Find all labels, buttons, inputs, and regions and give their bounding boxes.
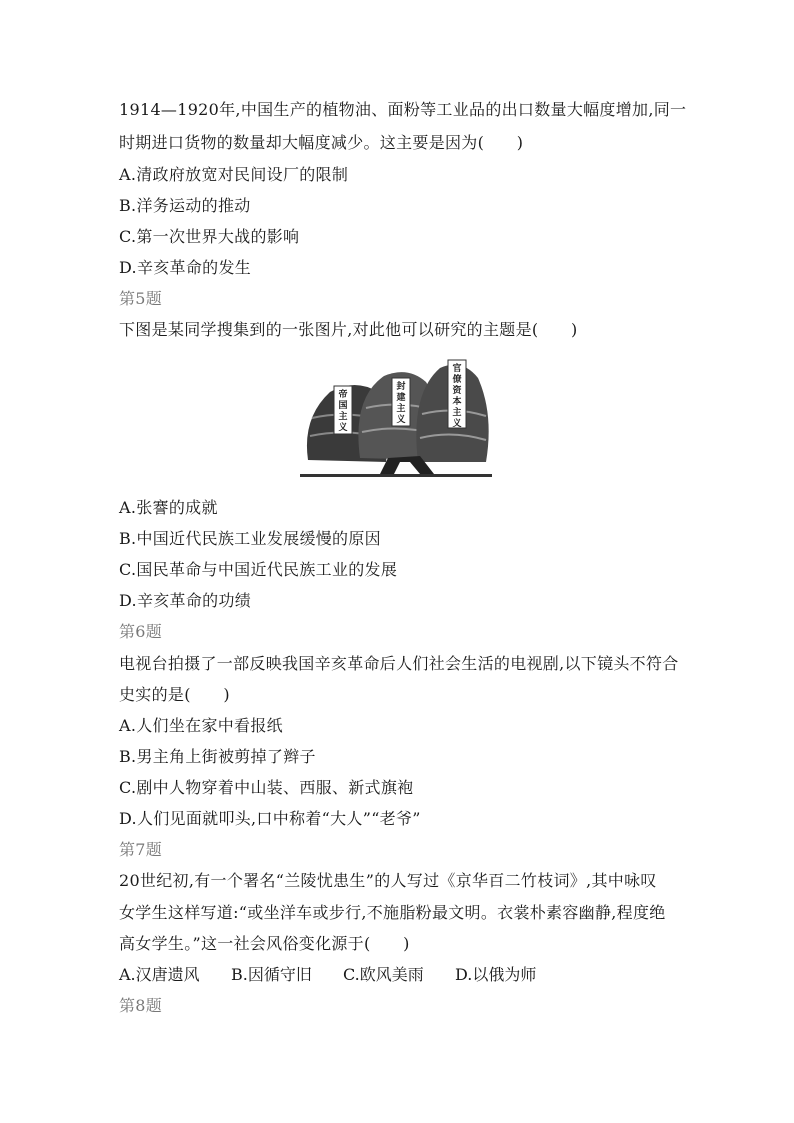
label-middle-char-3: 主 [396, 404, 406, 414]
q4-option-c: C.第一次世界大战的影响 [119, 227, 300, 246]
label-left-char-1: 帝 [338, 390, 348, 400]
label-right-char-4: 本 [452, 397, 462, 407]
q7-option-d: D.以俄为师 [455, 965, 537, 984]
label-right-char-3: 资 [452, 386, 462, 396]
q6-option-a: A.人们坐在家中看报纸 [119, 716, 283, 735]
label-middle-char-2: 建 [396, 393, 406, 403]
label-left-char-3: 主 [338, 412, 348, 422]
q7-stem-line3: 高女学生。”这一社会风俗变化源于( ) [119, 934, 410, 953]
q6-heading: 第6题 [119, 622, 163, 641]
q5-cartoon-figure [300, 358, 492, 484]
q4-stem-line2: 时期进口货物的数量却大幅度减少。这主要是因为( ) [119, 133, 524, 152]
q4-option-b: B.洋务运动的推动 [119, 196, 251, 215]
q5-stem: 下图是某同学搜集到的一张图片,对此他可以研究的主题是( ) [119, 320, 578, 339]
q7-option-c: C.欧风美雨 [343, 965, 424, 984]
q4-option-d: D.辛亥革命的发生 [119, 258, 252, 277]
q8-heading: 第8题 [119, 996, 163, 1015]
q6-option-b: B.男主角上街被剪掉了辫子 [119, 747, 316, 766]
label-right-char-1: 官 [452, 364, 462, 374]
q5-option-c: C.国民革命与中国近代民族工业的发展 [119, 560, 398, 579]
q7-stem-line2: 女学生这样写道:“或坐洋车或步行,不施脂粉最文明。衣裳朴素容幽静,程度绝 [119, 903, 666, 922]
label-right-char-2: 僚 [452, 375, 462, 385]
ground-line [300, 474, 492, 477]
label-middle-char-1: 封 [396, 382, 406, 392]
q7-heading: 第7题 [119, 840, 163, 859]
label-right-char-6: 义 [452, 419, 462, 429]
q7-option-b: B.因循守旧 [231, 965, 312, 984]
q6-stem-line2: 史实的是( ) [119, 685, 230, 704]
label-left-char-4: 义 [338, 423, 348, 433]
q6-option-d: D.人们见面就叩头,口中称着“大人”“老爷” [119, 809, 421, 828]
q4-option-a: A.清政府放宽对民间设厂的限制 [119, 165, 349, 184]
q7-stem-line1: 20世纪初,有一个署名“兰陵忧患生”的人写过《京华百二竹枝词》,其中咏叹 [119, 871, 657, 890]
q7-option-a: A.汉唐遗风 [119, 965, 200, 984]
q7-options-row [119, 965, 536, 985]
label-right-char-5: 主 [452, 408, 462, 418]
q5-heading: 第5题 [119, 289, 163, 308]
q5-option-a: A.张謇的成就 [119, 498, 218, 517]
q6-option-c: C.剧中人物穿着中山装、西服、新式旗袍 [119, 778, 414, 797]
label-middle-char-4: 义 [396, 415, 406, 425]
q5-option-d: D.辛亥革命的功绩 [119, 591, 252, 610]
label-left-char-2: 国 [338, 401, 348, 411]
q4-stem-line1: 1914—1920年,中国生产的植物油、面粉等工业品的出口数量大幅度增加,同一 [119, 100, 687, 119]
q6-stem-line1: 电视台拍摄了一部反映我国辛亥革命后人们社会生活的电视剧,以下镜头不符合 [119, 654, 679, 673]
q5-option-b: B.中国近代民族工业发展缓慢的原因 [119, 529, 381, 548]
